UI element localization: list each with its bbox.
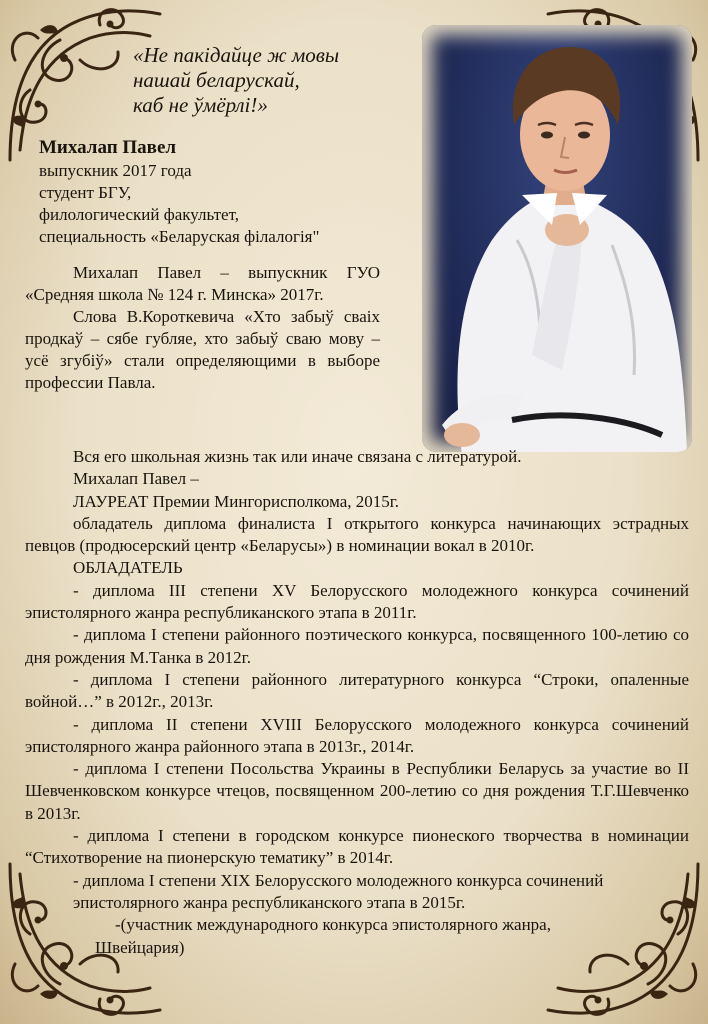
portrait-illustration: [422, 25, 692, 452]
quote-line-1: «Не пакідайце ж мовы: [133, 43, 340, 67]
intro-text: [25, 262, 380, 394]
diploma-item-4: - диплома II степени XVIII Белорусского молодежного конкурса сочинений эпистолярного жанра районного этапа в 2013г., 2014г.: [25, 714, 689, 756]
info-line-specialty: специальность «Беларуская філалогія": [39, 227, 320, 246]
body-paragraph-finalist: обладатель диплома финалиста I открытого конкурса начинающих эстрадных певцов (продюсерский центр «Беларусы») в номинации вокал в 2010г.: [25, 513, 689, 556]
diploma-item-7: - диплома I степени XIX Белорусского молодежного конкурса сочинений эпистолярного жанра республиканского этапа в 2015г.: [73, 870, 604, 912]
info-line-faculty: филологический факультет,: [39, 205, 239, 224]
epigraph-quote: [133, 43, 413, 118]
person-name: Михалап Павел: [39, 137, 177, 158]
quote-line-3: каб не ўмёрлі!»: [133, 93, 268, 117]
intro-paragraph-school: Михалап Павел – выпускник ГУО «Средняя школа № 124 г. Минска» 2017г.: [25, 263, 380, 304]
body-paragraph-literature: Вся его школьная жизнь так или иначе связана с литературой.: [73, 447, 522, 466]
portrait-photo: [422, 25, 692, 452]
quote-line-2: нашай беларускай,: [133, 68, 300, 92]
diploma-item-5: - диплома I степени Посольства Украины в Республики Беларусь за участие во II Шевченковском конкурсе чтецов, посвященном 200-летию со дня рождения Т.Г.Шевченко в 2013г.: [25, 759, 689, 823]
diploma-item-3: - диплома I степени районного литературного конкурса “Строки, опаленные войной…” в 2012г., 2013г.: [25, 669, 689, 712]
diploma-item-1: - диплома III степени XV Белорусского молодежного конкурса сочинений эпистолярного жанра республиканского этапа в 2011г.: [25, 580, 689, 623]
body-paragraph-laureate: ЛАУРЕАТ Премии Мингорисполкома, 2015г.: [73, 491, 400, 511]
diploma-item-note: -(участник международного конкурса эпистолярного жанра, Швейцария): [95, 915, 551, 957]
info-line-student: студент БГУ,: [39, 183, 132, 202]
intro-paragraph-quote: Слова В.Короткевича «Хто забыў сваіх продкаў – сябе губляе, хто забыў сваю мову – усё згубіў» стали определяющими в выборе профессии Павла.: [25, 307, 380, 392]
achievements-text: [25, 446, 689, 959]
person-info-list: [39, 160, 319, 248]
diploma-item-2: - диплома I степени районного поэтического конкурса, посвященного 100-летию со дня рождения М.Танка в 2012г.: [25, 625, 689, 667]
diploma-item-6: - диплома I степени в городском конкурсе пионеского творчества в номинации “Стихотворение на пионерскую тематику” в 2014г.: [25, 826, 689, 868]
info-line-graduate: выпускник 2017 года: [39, 161, 192, 180]
body-paragraph-name: Михалап Павел –: [73, 469, 199, 489]
body-paragraph-holder: ОБЛАДАТЕЛЬ: [73, 558, 183, 578]
